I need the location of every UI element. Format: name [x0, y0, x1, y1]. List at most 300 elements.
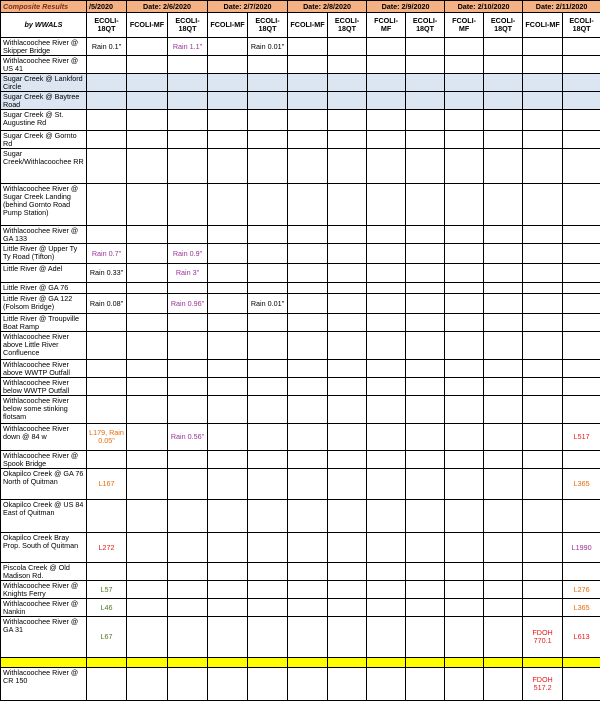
result-cell: [523, 500, 563, 533]
result-cell: [208, 74, 248, 92]
site-name: Sugar Creek @ Baytree Road: [1, 92, 87, 110]
result-cell: [367, 378, 406, 396]
result-cell: Rain 0.56": [168, 424, 208, 451]
site-name: Withlacoochee River @ Knights Ferry: [1, 581, 87, 599]
result-cell: [208, 451, 248, 469]
result-cell: [208, 378, 248, 396]
test-type-header: FCOLI-MF: [208, 13, 248, 38]
result-cell: [563, 56, 600, 74]
result-cell: [87, 314, 127, 332]
result-cell: [445, 38, 484, 56]
result-cell: [484, 451, 523, 469]
result-cell: L67: [87, 617, 127, 658]
result-cell: [367, 264, 406, 283]
result-cell: [288, 396, 328, 424]
site-name: Withlacoochee River @ Spook Bridge: [1, 451, 87, 469]
result-cell: [328, 668, 367, 701]
result-cell: [328, 110, 367, 131]
result-cell: [563, 668, 600, 701]
date-header: Date: 2/7/2020: [208, 1, 288, 13]
site-name: Okapilco Creek @ US 84 East of Quitman: [1, 500, 87, 533]
result-cell: [87, 500, 127, 533]
site-row: [1, 184, 600, 226]
result-cell: [168, 500, 208, 533]
result-cell: L179, Rain 0.05": [87, 424, 127, 451]
result-cell: [367, 314, 406, 332]
result-cell: [484, 244, 523, 264]
result-cell: [406, 283, 445, 294]
result-cell: FDOH 517.2: [523, 668, 563, 701]
result-cell: [523, 294, 563, 314]
result-cell: [445, 149, 484, 184]
result-cell: [367, 469, 406, 500]
test-type-header: FCOLI-MF: [445, 13, 484, 38]
result-cell: [367, 283, 406, 294]
site-name: Sugar Creek @ Lankford Circle: [1, 74, 87, 92]
result-cell: [168, 226, 208, 244]
result-cell: [87, 658, 127, 668]
result-cell: [248, 110, 288, 131]
result-cell: [523, 244, 563, 264]
site-name: Withlacoochee River above Little River Confluence: [1, 332, 87, 360]
result-cell: [563, 332, 600, 360]
result-cell: [367, 294, 406, 314]
result-cell: [406, 360, 445, 378]
date-header: Date: 2/8/2020: [288, 1, 367, 13]
result-cell: [127, 668, 168, 701]
result-cell: [367, 533, 406, 563]
result-cell: [168, 283, 208, 294]
result-cell: [406, 56, 445, 74]
result-cell: [563, 74, 600, 92]
result-cell: [406, 451, 445, 469]
result-cell: [445, 378, 484, 396]
result-cell: [563, 131, 600, 149]
result-cell: [406, 396, 445, 424]
result-cell: [127, 294, 168, 314]
result-cell: [328, 599, 367, 617]
result-cell: [87, 283, 127, 294]
result-cell: [523, 283, 563, 294]
result-cell: [406, 533, 445, 563]
result-cell: [248, 581, 288, 599]
result-cell: [445, 110, 484, 131]
result-cell: [168, 360, 208, 378]
result-cell: [367, 74, 406, 92]
result-cell: [127, 469, 168, 500]
result-cell: [288, 378, 328, 396]
result-cell: [328, 469, 367, 500]
result-cell: [328, 226, 367, 244]
result-cell: Rain 3": [168, 264, 208, 283]
result-cell: [288, 184, 328, 226]
result-cell: [248, 264, 288, 283]
result-cell: [523, 581, 563, 599]
result-cell: [248, 451, 288, 469]
date-header: Date: 2/11/2020: [523, 1, 600, 13]
site-name: Little River @ GA 76: [1, 283, 87, 294]
result-cell: [406, 581, 445, 599]
result-cell: [127, 396, 168, 424]
result-cell: [445, 283, 484, 294]
result-cell: [445, 469, 484, 500]
site-name: Okapilco Creek @ GA 76 North of Quitman: [1, 469, 87, 500]
result-cell: [288, 226, 328, 244]
result-cell: [208, 332, 248, 360]
result-cell: [406, 668, 445, 701]
result-cell: L1990: [563, 533, 600, 563]
result-cell: [328, 581, 367, 599]
result-cell: [328, 74, 367, 92]
result-cell: [406, 226, 445, 244]
site-name: Withlacoochee River @ US 41: [1, 56, 87, 74]
result-cell: [484, 294, 523, 314]
result-cell: [563, 244, 600, 264]
result-cell: [328, 500, 367, 533]
result-cell: [87, 360, 127, 378]
result-cell: [523, 110, 563, 131]
result-cell: [445, 244, 484, 264]
result-cell: [406, 314, 445, 332]
site-name: Little River @ Upper Ty Ty Road (Tifton): [1, 244, 87, 264]
test-type-header: FCOLI-MF: [367, 13, 406, 38]
site-name: Withlacoochee River @ Nankin: [1, 599, 87, 617]
site-row: [1, 264, 600, 283]
result-cell: [168, 617, 208, 658]
result-cell: [288, 244, 328, 264]
result-cell: [208, 131, 248, 149]
site-row: [1, 396, 600, 424]
result-cell: [563, 396, 600, 424]
result-cell: [367, 658, 406, 668]
site-name: Withlacoochee River below WWTP Outfall: [1, 378, 87, 396]
result-cell: [288, 599, 328, 617]
result-cell: [87, 563, 127, 581]
result-cell: [288, 658, 328, 668]
result-cell: [87, 56, 127, 74]
result-cell: [127, 563, 168, 581]
site-name: Withlacoochee River @ GA 31: [1, 617, 87, 658]
result-cell: [288, 294, 328, 314]
site-row: [1, 360, 600, 378]
result-cell: [248, 283, 288, 294]
result-cell: [367, 451, 406, 469]
result-cell: [563, 563, 600, 581]
date-header-row: [1, 1, 600, 13]
result-cell: [445, 451, 484, 469]
result-cell: Rain 0.96": [168, 294, 208, 314]
result-cell: [484, 226, 523, 244]
result-cell: [563, 149, 600, 184]
result-cell: [367, 184, 406, 226]
result-cell: [328, 38, 367, 56]
result-cell: [248, 92, 288, 110]
result-cell: [406, 264, 445, 283]
table-title: Composite Results: [1, 1, 87, 13]
result-cell: [208, 184, 248, 226]
result-cell: [484, 396, 523, 424]
result-cell: [168, 110, 208, 131]
result-cell: [445, 617, 484, 658]
result-cell: [406, 500, 445, 533]
result-cell: L272: [87, 533, 127, 563]
result-cell: [563, 264, 600, 283]
test-type-header: FCOLI-MF: [127, 13, 168, 38]
result-cell: [288, 283, 328, 294]
result-cell: [168, 668, 208, 701]
result-cell: [484, 599, 523, 617]
test-type-header: ECOLI-18QT: [248, 13, 288, 38]
result-cell: [288, 500, 328, 533]
result-cell: [406, 658, 445, 668]
result-cell: [288, 360, 328, 378]
result-cell: [484, 500, 523, 533]
result-cell: [87, 92, 127, 110]
result-cell: [563, 500, 600, 533]
result-cell: [484, 314, 523, 332]
result-cell: [208, 38, 248, 56]
result-cell: [523, 378, 563, 396]
site-row: [1, 226, 600, 244]
result-cell: [208, 563, 248, 581]
result-cell: L57: [87, 581, 127, 599]
result-cell: [523, 74, 563, 92]
site-row: [1, 283, 600, 294]
result-cell: Rain 0.33": [87, 264, 127, 283]
result-cell: [248, 668, 288, 701]
result-cell: [523, 424, 563, 451]
result-cell: [168, 396, 208, 424]
test-type-header: ECOLI-18QT: [87, 13, 127, 38]
site-row: [1, 500, 600, 533]
result-cell: [168, 184, 208, 226]
result-cell: [248, 599, 288, 617]
site-row: [1, 38, 600, 56]
result-cell: [523, 396, 563, 424]
result-cell: [87, 396, 127, 424]
result-cell: [127, 131, 168, 149]
result-cell: [484, 131, 523, 149]
result-cell: [523, 131, 563, 149]
result-cell: [127, 74, 168, 92]
result-cell: [127, 581, 168, 599]
result-cell: [523, 599, 563, 617]
result-cell: [328, 658, 367, 668]
site-row: [1, 451, 600, 469]
result-cell: [367, 332, 406, 360]
result-cell: [208, 92, 248, 110]
result-cell: [208, 617, 248, 658]
result-cell: [288, 533, 328, 563]
site-row: [1, 668, 600, 701]
result-cell: [563, 92, 600, 110]
result-cell: [328, 396, 367, 424]
result-cell: [127, 451, 168, 469]
result-cell: [288, 74, 328, 92]
result-cell: [168, 581, 208, 599]
result-cell: [127, 244, 168, 264]
result-cell: [208, 599, 248, 617]
result-cell: [406, 617, 445, 658]
result-cell: [367, 563, 406, 581]
result-cell: [288, 92, 328, 110]
result-cell: [288, 451, 328, 469]
result-cell: [406, 92, 445, 110]
result-cell: [208, 396, 248, 424]
result-cell: [248, 226, 288, 244]
result-cell: Rain 0.08": [87, 294, 127, 314]
result-cell: [445, 563, 484, 581]
result-cell: [406, 424, 445, 451]
site-name: Withlacoochee River @ CR 150: [1, 668, 87, 701]
result-cell: [484, 92, 523, 110]
result-cell: [87, 451, 127, 469]
result-cell: [208, 226, 248, 244]
result-cell: [367, 110, 406, 131]
test-type-header-row: [1, 13, 600, 38]
result-cell: [406, 38, 445, 56]
date-header: Date: 2/9/2020: [367, 1, 445, 13]
result-cell: [127, 378, 168, 396]
result-cell: [127, 92, 168, 110]
result-cell: [328, 424, 367, 451]
result-cell: [523, 38, 563, 56]
site-name: Sugar Creek @ St. Augustine Rd: [1, 110, 87, 131]
result-cell: [367, 424, 406, 451]
site-row: [1, 599, 600, 617]
result-cell: [168, 332, 208, 360]
result-cell: [367, 92, 406, 110]
result-cell: [328, 92, 367, 110]
result-cell: [445, 264, 484, 283]
result-cell: [445, 360, 484, 378]
result-cell: [328, 332, 367, 360]
result-cell: [248, 149, 288, 184]
result-cell: [87, 668, 127, 701]
result-cell: [406, 244, 445, 264]
result-cell: Rain 1.1": [168, 38, 208, 56]
result-cell: [248, 533, 288, 563]
result-cell: [563, 283, 600, 294]
result-cell: [168, 149, 208, 184]
result-cell: [367, 599, 406, 617]
result-cell: [523, 533, 563, 563]
result-cell: [208, 314, 248, 332]
result-cell: [248, 184, 288, 226]
test-type-header: ECOLI-18QT: [328, 13, 367, 38]
result-cell: [484, 56, 523, 74]
result-cell: [288, 38, 328, 56]
result-cell: [208, 110, 248, 131]
result-cell: [445, 92, 484, 110]
site-row: [1, 424, 600, 451]
site-name: Withlacoochee River down @ 84 w: [1, 424, 87, 451]
result-cell: [288, 56, 328, 74]
result-cell: [445, 56, 484, 74]
result-cell: [208, 424, 248, 451]
result-cell: L167: [87, 469, 127, 500]
result-cell: [248, 563, 288, 581]
result-cell: Rain 0.7": [87, 244, 127, 264]
result-cell: [484, 658, 523, 668]
result-cell: [328, 378, 367, 396]
result-cell: [367, 244, 406, 264]
result-cell: [406, 378, 445, 396]
result-cell: [523, 451, 563, 469]
result-cell: [328, 131, 367, 149]
site-name: Withlacoochee River @ Skipper Bridge: [1, 38, 87, 56]
result-cell: [328, 283, 367, 294]
site-name: Sugar Creek @ Gornto Rd: [1, 131, 87, 149]
result-cell: [168, 131, 208, 149]
date-header: Date: 2/6/2020: [127, 1, 208, 13]
result-cell: [484, 533, 523, 563]
result-cell: [563, 226, 600, 244]
site-row: [1, 92, 600, 110]
result-cell: [248, 332, 288, 360]
result-cell: [127, 424, 168, 451]
result-cell: [484, 38, 523, 56]
result-cell: [168, 451, 208, 469]
result-cell: [484, 184, 523, 226]
result-cell: [484, 264, 523, 283]
result-cell: [484, 668, 523, 701]
result-cell: [563, 184, 600, 226]
result-cell: [127, 110, 168, 131]
test-type-header: ECOLI-18QT: [406, 13, 445, 38]
result-cell: [168, 56, 208, 74]
result-cell: [445, 294, 484, 314]
result-cell: [288, 617, 328, 658]
result-cell: [523, 184, 563, 226]
result-cell: [288, 563, 328, 581]
result-cell: [484, 332, 523, 360]
site-row: [1, 149, 600, 184]
result-cell: [406, 110, 445, 131]
result-cell: [208, 360, 248, 378]
result-cell: [127, 184, 168, 226]
result-cell: [328, 149, 367, 184]
result-cell: [288, 131, 328, 149]
result-cell: [563, 451, 600, 469]
results-body: [1, 38, 600, 701]
result-cell: [523, 92, 563, 110]
result-cell: [445, 226, 484, 244]
result-cell: [484, 469, 523, 500]
result-cell: [127, 226, 168, 244]
site-row: [1, 131, 600, 149]
site-row: [1, 581, 600, 599]
result-cell: [208, 668, 248, 701]
result-cell: [328, 244, 367, 264]
result-cell: [406, 294, 445, 314]
result-cell: [288, 110, 328, 131]
result-cell: [127, 332, 168, 360]
site-name: Piscola Creek @ Old Madison Rd.: [1, 563, 87, 581]
result-cell: [127, 149, 168, 184]
result-cell: FDOH 770.1: [523, 617, 563, 658]
result-cell: [523, 469, 563, 500]
result-cell: L365: [563, 599, 600, 617]
result-cell: [127, 360, 168, 378]
result-cell: [484, 74, 523, 92]
test-type-header: FCOLI-MF: [523, 13, 563, 38]
site-row: [1, 533, 600, 563]
result-cell: [445, 581, 484, 599]
result-cell: [127, 658, 168, 668]
result-cell: [168, 658, 208, 668]
result-cell: [367, 360, 406, 378]
